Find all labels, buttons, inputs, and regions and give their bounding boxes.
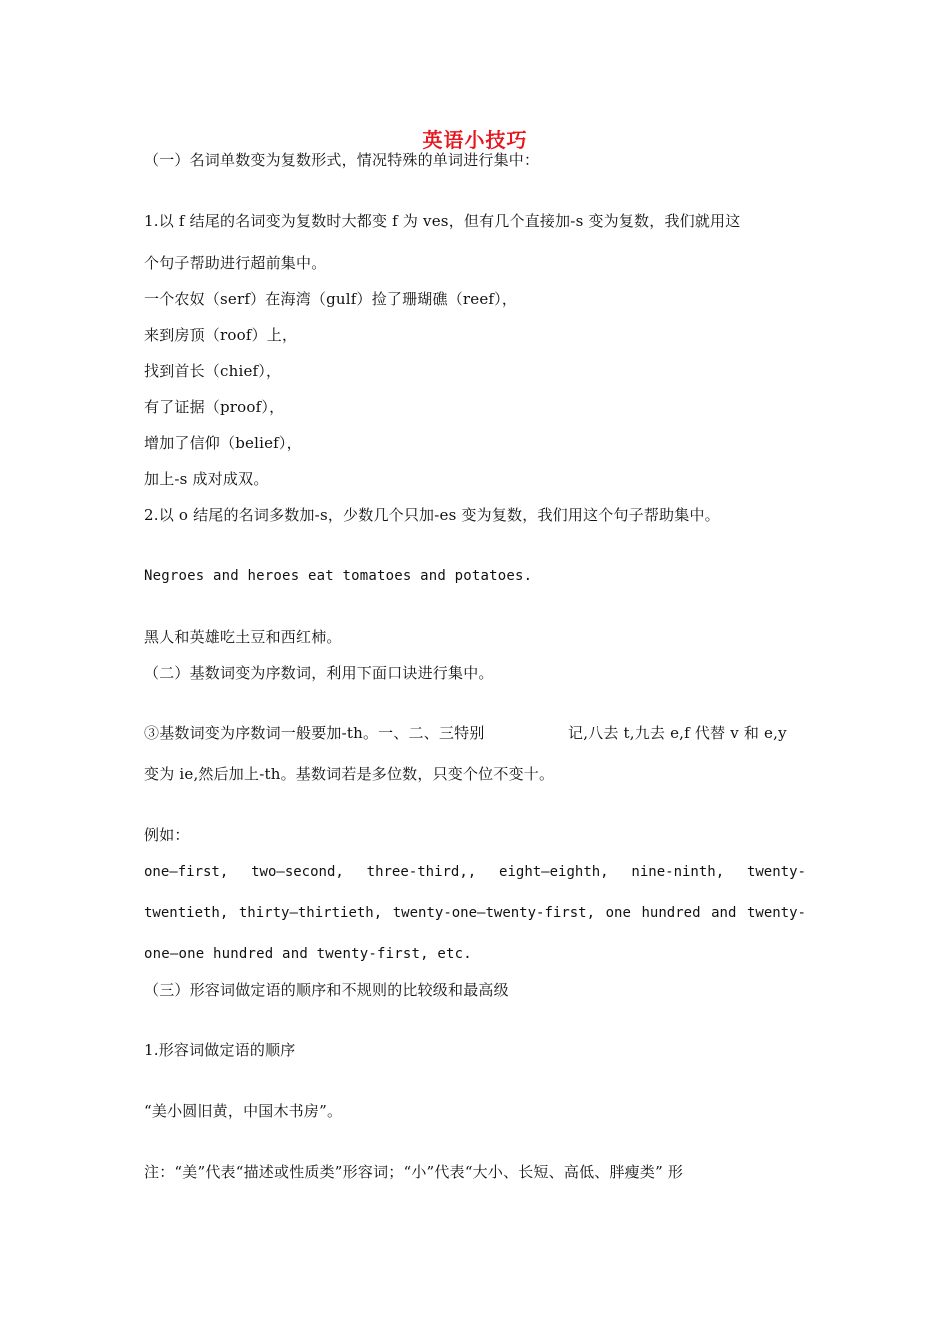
adjective-order-mnemonic: “美小圆旧黄，中国木书房”。 xyxy=(144,1102,343,1120)
mnemonic-line-3: 找到首长（chief）， xyxy=(144,362,282,380)
mnemonic-line-2: 来到房顶（roof）上， xyxy=(144,326,298,344)
rule-f-ending-line-2: 个句子帮助进行超前集中。 xyxy=(144,254,327,272)
example-row-1 xyxy=(144,862,806,882)
example-word: twenty- xyxy=(746,864,806,880)
rule-o-ending: 2.以 o 结尾的名词多数加-s，少数几个只加-es 变为复数，我们用这个句子帮助集中。 xyxy=(144,506,720,524)
chinese-sentence: 黑人和英雄吃土豆和西红柿。 xyxy=(144,628,342,646)
ordinal-rule-line-1b: 记,八去 t,九去 e,f 代替 v 和 e,y xyxy=(568,724,787,742)
section-1-heading: （一）名词单数变为复数形式，情况特殊的单词进行集中： xyxy=(144,151,540,169)
section-2-heading: （二）基数词变为序数词，利用下面口诀进行集中。 xyxy=(144,664,494,682)
ordinal-rule-line-2: 变为 ie,然后加上-th。基数词若是多位数，只变个位不变十。 xyxy=(144,765,555,783)
mnemonic-line-6: 加上-s 成对成双。 xyxy=(144,470,269,488)
example-word: one—first, xyxy=(144,864,229,880)
mnemonic-line-5: 增加了信仰（belief）， xyxy=(144,434,302,452)
example-row-2 xyxy=(144,903,806,923)
example-word: thirty—thirtieth, xyxy=(238,905,383,921)
example-word: twentieth, xyxy=(144,905,229,921)
example-word: two—second, xyxy=(251,864,344,880)
example-row-3: one—one hundred and twenty-first, etc. xyxy=(144,946,472,962)
rule-f-ending-line-1: 1.以 f 结尾的名词变为复数时大都变 f 为 ves，但有几个直接加-s 变为复数，我们就用这 xyxy=(144,212,741,230)
example-word: twenty-one—twenty-first, xyxy=(392,905,596,921)
example-word: three-third,, xyxy=(366,864,477,880)
english-sentence: Negroes and heroes eat tomatoes and potatoes. xyxy=(144,568,533,584)
mnemonic-line-1: 一个农奴（serf）在海湾（gulf）捡了珊瑚礁（reef）， xyxy=(144,290,518,308)
document-title: 英语小技巧 xyxy=(422,128,528,152)
example-word: eight—eighth, xyxy=(499,864,609,880)
section-3-heading: （三）形容词做定语的顺序和不规则的比较级和最高级 xyxy=(144,981,509,999)
example-word: and xyxy=(711,905,737,921)
ordinal-rule-line-1a: ③基数词变为序数词一般要加-th。一、二、三特别 xyxy=(144,724,485,742)
mnemonic-line-4: 有了证据（proof）， xyxy=(144,398,285,416)
example-word: one xyxy=(605,905,631,921)
adjective-order-heading: 1.形容词做定语的顺序 xyxy=(144,1041,296,1059)
adjective-order-note: 注：“美”代表“描述或性质类”形容词；“小”代表“大小、长短、高低、胖瘦类” 形 xyxy=(144,1163,684,1181)
example-word: twenty- xyxy=(746,905,806,921)
example-label: 例如： xyxy=(144,826,190,844)
example-word: nine-ninth, xyxy=(631,864,725,880)
example-word: hundred xyxy=(641,905,701,921)
